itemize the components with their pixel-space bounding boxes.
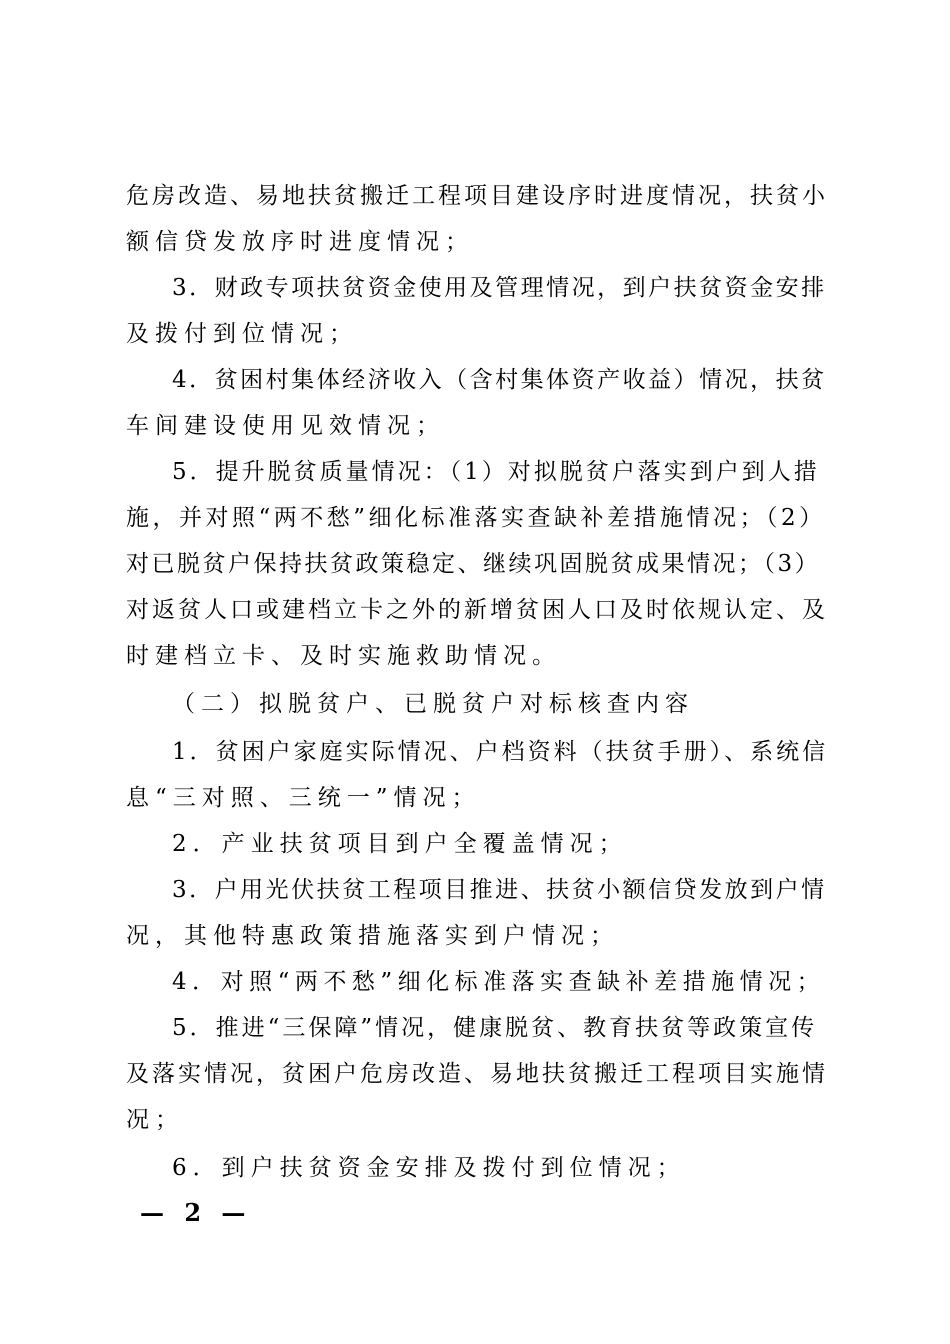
line-text: 况，其他特惠政策措施落实到户情况； bbox=[126, 923, 619, 949]
line-text: 额信贷发放序时进度情况； bbox=[126, 229, 474, 255]
text-line bbox=[0, 495, 950, 541]
line-text: 车间建设使用见效情况； bbox=[126, 413, 445, 439]
line-text: 3．财政专项扶贫资金使用及管理情况，到户扶贫资金安排 bbox=[172, 275, 827, 301]
text-line bbox=[0, 959, 950, 1005]
text-line bbox=[0, 821, 950, 867]
text-line bbox=[0, 775, 950, 821]
line-text: 3．户用光伏扶贫工程项目推进、扶贫小额信贷发放到户情 bbox=[172, 877, 827, 903]
line-text: 施，并对照“两不愁”细化标准落实查缺补差措施情况；（2） bbox=[126, 505, 826, 531]
line-text: 4．贫困村集体经济收入（含村集体资产收益）情况，扶贫 bbox=[172, 367, 827, 393]
line-text: 对已脱贫户保持扶贫政策稳定、继续巩固脱贫成果情况；（3） bbox=[126, 551, 821, 577]
text-line bbox=[0, 1145, 950, 1191]
text-line bbox=[0, 265, 950, 311]
text-line bbox=[0, 1097, 950, 1143]
section-heading bbox=[0, 681, 950, 727]
line-text: 5．推进“三保障”情况，健康脱贫、教育扶贫等政策宣传 bbox=[172, 1015, 818, 1041]
line-text: 及落实情况，贫困户危房改造、易地扶贫搬迁工程项目实施情 bbox=[126, 1061, 828, 1087]
text-line bbox=[0, 173, 950, 219]
line-text: 息“三对照、三统一”情况； bbox=[126, 785, 481, 811]
line-text: 1．贫困户家庭实际情况、户档资料（扶贫手册）、系统信 bbox=[172, 739, 829, 765]
line-text: 况； bbox=[126, 1107, 184, 1133]
text-line bbox=[0, 867, 950, 913]
line-text: 时建档立卡、及时实施救助情况。 bbox=[126, 643, 561, 669]
line-text: 4．对照“两不愁”细化标准落实查缺补差措施情况； bbox=[172, 969, 826, 995]
heading-text: （二）拟脱贫户、已脱贫户对标核查内容 bbox=[172, 691, 694, 717]
text-line bbox=[0, 311, 950, 357]
line-text: 及拨付到位情况； bbox=[126, 321, 358, 347]
line-text: 5．提升脱贫质量情况：（1）对拟脱贫户落实到户到人措 bbox=[172, 459, 820, 485]
text-line bbox=[0, 449, 950, 495]
page-number: — 2 — bbox=[140, 1198, 252, 1227]
text-line bbox=[0, 541, 950, 587]
text-line bbox=[0, 587, 950, 633]
line-text: 危房改造、易地扶贫搬迁工程项目建设序时进度情况，扶贫小 bbox=[126, 183, 828, 209]
text-line bbox=[0, 913, 950, 959]
text-line bbox=[0, 1005, 950, 1051]
text-line bbox=[0, 357, 950, 403]
text-line bbox=[0, 219, 950, 265]
line-text: 6．到户扶贫资金安排及拨付到位情况； bbox=[172, 1155, 686, 1181]
text-line bbox=[0, 729, 950, 775]
line-text: 对返贫人口或建档立卡之外的新增贫困人口及时依规认定、及 bbox=[126, 597, 828, 623]
line-text: 2．产业扶贫项目到户全覆盖情况； bbox=[172, 831, 628, 857]
text-line bbox=[0, 403, 950, 449]
text-line bbox=[0, 633, 950, 679]
text-line bbox=[0, 1051, 950, 1097]
